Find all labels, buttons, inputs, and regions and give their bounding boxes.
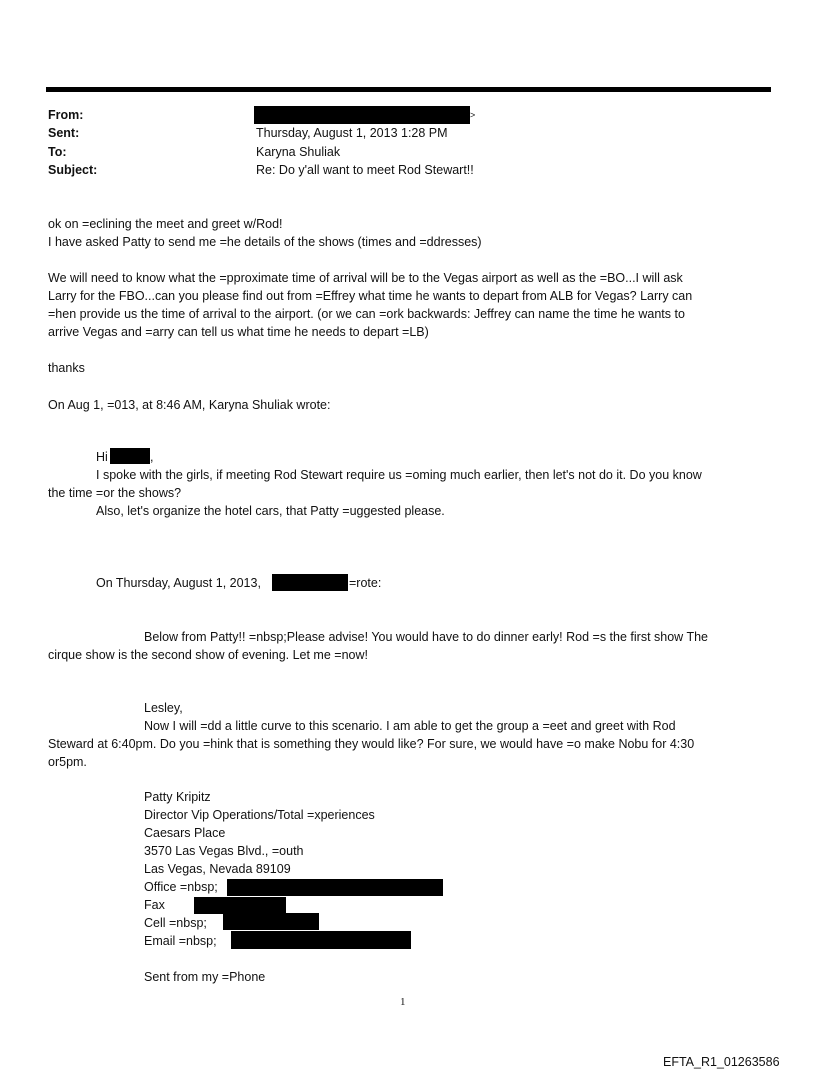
reply-line: or5pm. (48, 755, 87, 769)
signature-fax-label: Fax (144, 898, 165, 912)
reply-greeting: Lesley, (144, 701, 183, 715)
redaction-sender (272, 574, 348, 591)
body-line: Larry for the FBO...can you please find out from =Effrey what time he wants to depart from ALB for Vegas? Larry can (48, 289, 693, 303)
page-number: 1 (400, 996, 406, 1008)
signature-address: Las Vegas, Nevada 89109 (144, 862, 291, 876)
signature-address: 3570 Las Vegas Blvd., =outh (144, 844, 304, 858)
signature-cell-label: Cell =nbsp; (144, 916, 207, 930)
body-line: ok on =eclining the meet and greet w/Rod! (48, 217, 283, 231)
redaction-name (110, 448, 150, 464)
body-thanks: thanks (48, 361, 85, 375)
body-line: arrive Vegas and =arry can tell us what time he needs to depart =LB) (48, 325, 429, 339)
signature-name: Patty Kripitz (144, 790, 211, 804)
reply-line: I spoke with the girls, if meeting Rod Stewart require us =oming much earlier, then let's not do it. Do you know (96, 468, 702, 482)
reply-greeting-suffix: , (150, 450, 154, 464)
signature-office-label: Office =nbsp; (144, 880, 218, 894)
quote-header: On Aug 1, =013, at 8:46 AM, Karyna Shuliak wrote: (48, 398, 331, 412)
body-line: =hen provide us the time of arrival to the airport. (or we can =ork backwards: Jeffrey can name the time he wants to (48, 307, 685, 321)
quote-intro: On Thursday, August 1, 2013, (96, 576, 261, 590)
sent-from-line: Sent from my =Phone (144, 970, 266, 984)
from-suffix: > (470, 110, 476, 120)
reply-line: the time =or the shows? (48, 486, 182, 500)
bates-number: EFTA_R1_01263586 (663, 1055, 780, 1069)
redaction-email (231, 931, 411, 949)
reply-line: Now I will =dd a little curve to this scenario. I am able to get the group a =eet and greet with Rod (144, 719, 676, 733)
to-value: Karyna Shuliak (256, 145, 341, 159)
subject-value: Re: Do y'all want to meet Rod Stewart!! (256, 163, 474, 177)
reply-line: cirque show is the second show of evening. Let me =now! (48, 648, 368, 662)
redaction-fax (194, 897, 286, 914)
sent-value: Thursday, August 1, 2013 1:28 PM (256, 126, 448, 140)
redaction-from (254, 106, 470, 124)
reply-line: Also, let's organize the hotel cars, that Patty =uggested please. (96, 504, 445, 518)
reply-line: Below from Patty!! =nbsp;Please advise! You would have to do dinner early! Rod =s the first show The (144, 630, 708, 644)
signature-email-label: Email =nbsp; (144, 934, 217, 948)
to-label: To: (48, 145, 67, 159)
body-line: I have asked Patty to send me =he details of the shows (times and =ddresses) (48, 235, 482, 249)
redaction-cell (223, 913, 319, 930)
redaction-office (227, 879, 443, 896)
from-label: From: (48, 108, 84, 122)
header-rule (46, 87, 771, 92)
quote-intro-suffix: =rote: (349, 576, 382, 590)
reply-line: Steward at 6:40pm. Do you =hink that is something they would like? For sure, we would have =o make Nobu for 4:30 (48, 737, 695, 751)
subject-label: Subject: (48, 163, 98, 177)
signature-company: Caesars Place (144, 826, 226, 840)
sent-label: Sent: (48, 126, 80, 140)
signature-title: Director Vip Operations/Total =xperiences (144, 808, 375, 822)
reply-greeting: Hi (96, 450, 108, 464)
body-line: We will need to know what the =pproximate time of arrival will be to the Vegas airport as well as the =BO...I will ask (48, 271, 683, 285)
